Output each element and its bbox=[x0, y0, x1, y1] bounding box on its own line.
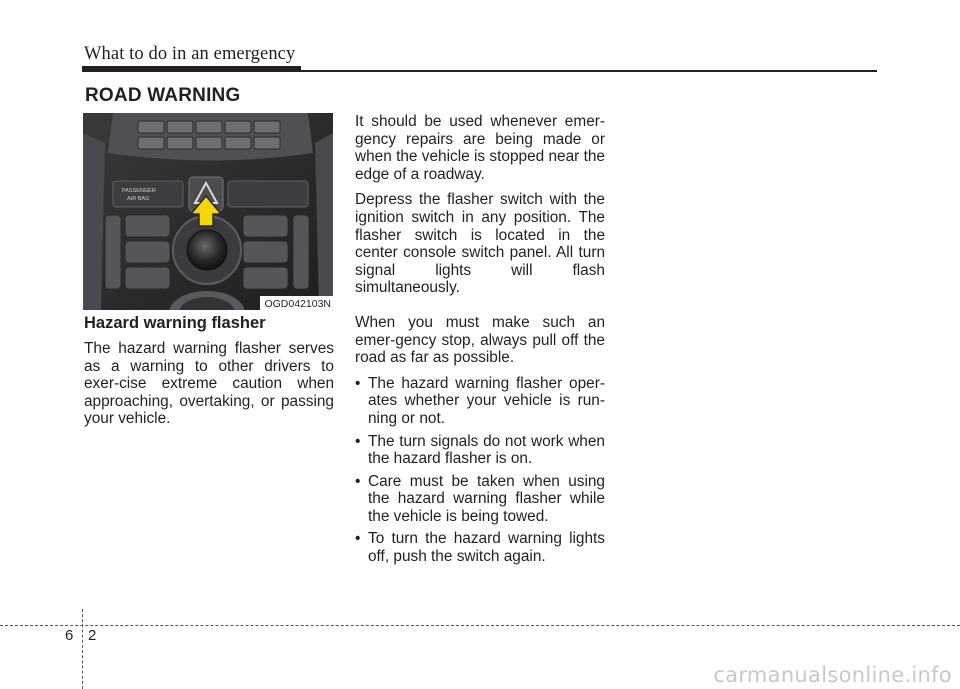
left-column bbox=[84, 340, 334, 428]
bullet-icon: • bbox=[355, 432, 361, 450]
list-item bbox=[355, 473, 605, 526]
console-illustration bbox=[83, 113, 333, 310]
body-paragraph: Depress the flasher switch with the ignition switch in any position. The flasher switch is located in the center console switch panel. All turn signal lights will flash simultaneously. bbox=[355, 191, 605, 297]
body-paragraph: When you must make such an emer-gency stop, always pull off the road as far as possible. bbox=[355, 313, 605, 367]
panel-label-line1: PASSENGER bbox=[122, 188, 156, 194]
subheading: Hazard warning flasher bbox=[84, 314, 266, 332]
page-number: 2 bbox=[88, 627, 97, 644]
figure-code: OGD042103N bbox=[260, 296, 333, 310]
body-paragraph: The hazard warning flasher serves as a warning to other drivers to exer-cise extreme caution when approaching, overtaking, or passing your vehicle. bbox=[84, 340, 334, 428]
list-item-text: The turn signals do not work when the hazard flasher is on. bbox=[368, 432, 605, 468]
panel-label-line2: AIR BAG bbox=[127, 196, 150, 202]
list-item-text: The hazard warning flasher oper-ates whether your vehicle is run-ning or not. bbox=[368, 374, 605, 427]
body-paragraph: It should be used whenever emer-gency repairs are being made or when the vehicle is stopped near the edge of a roadway. bbox=[355, 113, 605, 183]
bullet-icon: • bbox=[355, 472, 361, 490]
bullet-icon: • bbox=[355, 374, 361, 392]
header-rule bbox=[82, 70, 877, 72]
section-title: ROAD WARNING bbox=[85, 85, 241, 106]
right-column bbox=[355, 113, 605, 571]
list-item bbox=[355, 530, 605, 565]
bullet-icon: • bbox=[355, 530, 361, 548]
list-item-text: To turn the hazard warning lights off, push the switch again. bbox=[368, 530, 605, 566]
chapter-number: 6 bbox=[65, 627, 74, 644]
watermark: carmanualsonline.info bbox=[713, 663, 952, 687]
header-title: What to do in an emergency bbox=[84, 44, 296, 64]
bullet-list bbox=[355, 375, 605, 566]
footer-divider bbox=[82, 609, 83, 689]
hazard-switch-photo bbox=[83, 113, 333, 310]
list-item bbox=[355, 375, 605, 428]
footer-rule bbox=[0, 625, 960, 626]
list-item-text: Care must be taken when using the hazard warning flasher while the vehicle is being towed. bbox=[368, 472, 605, 525]
list-item bbox=[355, 433, 605, 468]
